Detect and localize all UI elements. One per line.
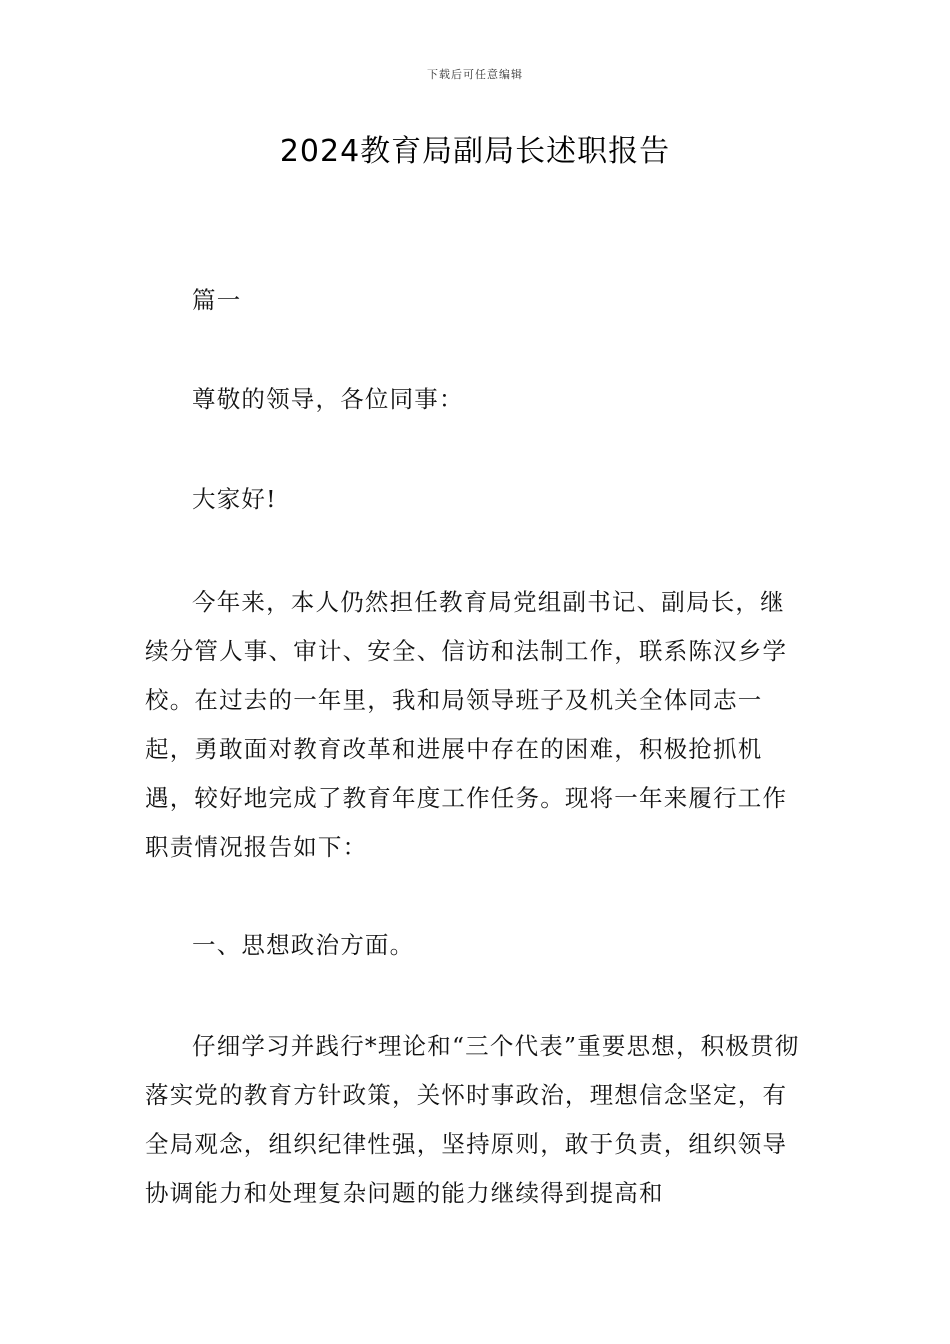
politics-paragraph: 仔细学习并践行*理论和“三个代表”重要思想，积极贯彻落实党的教育方针政策，关怀时事政治，理想信念坚定，有全局观念，组织纪律性强，坚持原则，敢于负责，组织领导协调能力和处理复杂问题的能力继续得到提高和	[145, 1032, 800, 1207]
greeting: 大家好!	[192, 485, 277, 513]
section-heading: 一、思想政治方面。	[192, 931, 415, 959]
intro-paragraph: 今年来，本人仍然担任教育局党组副书记、副局长，继续分管人事、审计、安全、信访和法制工作，联系陈汉乡学校。在过去的一年里，我和局领导班子及机关全体同志一起，勇敢面对教育改革和进展中存在的困难，积极抢抓机遇，较好地完成了教育年度工作任务。现将一年来履行工作职责情况报告如下：	[145, 588, 788, 861]
section-label: 篇一	[192, 286, 242, 314]
document-title: 2024教育局副局长述职报告	[279, 134, 671, 169]
header-note: 下载后可任意编辑	[427, 68, 523, 81]
salutation: 尊敬的领导，各位同事：	[192, 385, 464, 413]
